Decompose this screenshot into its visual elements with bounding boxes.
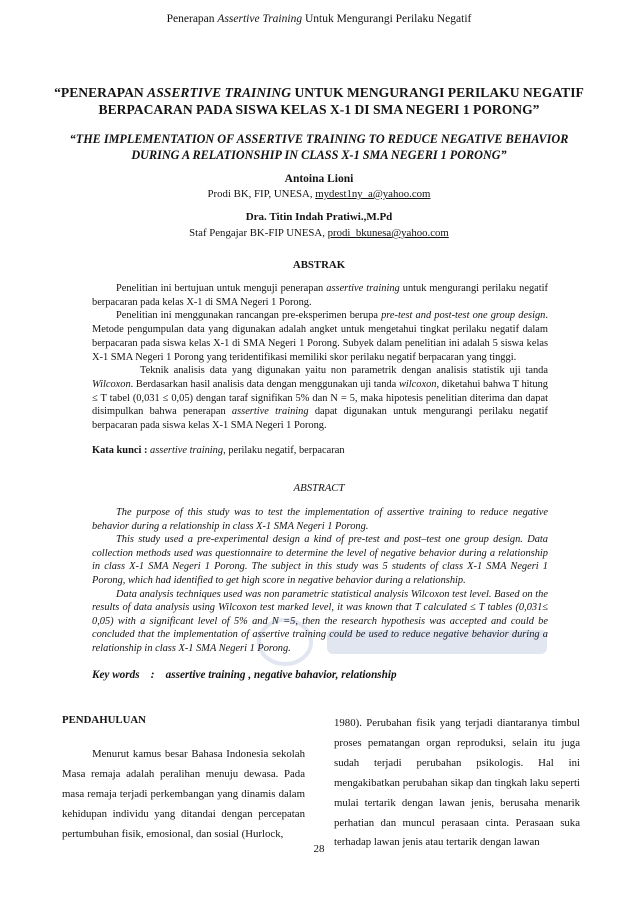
abstrak-p1-a: Penelitian ini bertujuan untuk menguji penerapan xyxy=(116,283,327,294)
running-head-italic: Assertive Training xyxy=(217,13,303,25)
abstrak-p3-b: . Berdasarkan hasil analisis data dengan menggunakan uji tanda xyxy=(130,378,399,390)
kata-kunci-label: Kata kunci : xyxy=(92,445,151,456)
paper-title xyxy=(50,84,588,118)
title-italic-part: ASSERTIVE TRAINING xyxy=(147,85,292,100)
abstrak-paragraph-3 xyxy=(92,364,548,433)
pendahuluan-heading: PENDAHULUAN xyxy=(62,714,146,726)
paper-title-english-line-1: “THE IMPLEMENTATION OF ASSERTIVE TRAINING TO REDUCE NEGATIVE BEHAVIOR xyxy=(69,132,569,146)
abstrak-p1-b: untuk mengurangi perilaku negatif berpacaran pada kelas X-1 di SMA Negeri 1 Porong. xyxy=(92,283,548,308)
paper-title-line-1 xyxy=(50,84,588,101)
abstrak-p2-italic: pre-test and post-test one group design xyxy=(381,310,546,322)
right-column xyxy=(334,714,580,853)
abstrak-p2-b: . Metode pengumpulan data yang digunakan adalah angket untuk mengetahui tingkat perilaku negatif dalam berpacaran pada siswa kelas X-1 di SMA Negeri 1 Porong. Subyek dalam penelitian ini adalah 5 siswa kelas X-1 SMA Negeri 1 Porong yang teridentifikasi memiliki skor perilaku negatif berpacaran yang tinggi. xyxy=(92,310,548,363)
paper-title-english-line-2: DURING A RELATIONSHIP IN CLASS X-1 SMA NEGERI 1 PORONG” xyxy=(131,148,507,162)
key-words xyxy=(92,669,562,681)
abstrak-p3-italic-3: assertive training xyxy=(231,406,309,418)
author-2-affiliation-text: Staf Pengajar BK-FIP UNESA, xyxy=(189,227,328,239)
abstract-body xyxy=(92,506,548,656)
abstrak-paragraph-1 xyxy=(92,282,548,309)
author-2-name xyxy=(0,211,638,223)
pendahuluan-right-text: 1980). Perubahan fisik yang terjadi diantaranya timbul proses pematangan organ reproduksi, selain itu juga sudah terjadi perubahan psikologis. Hal ini mengakibatkan perubahan sikap dan tingkah laku seperti mulai tertarik dengan lawan jenis, berusaha menarik perhatian dan muncul perasaan cinta. Perasaan suka terhadap lawan jenis atau tertarik dengan lawan xyxy=(334,717,580,849)
running-head xyxy=(0,13,638,25)
column-gap xyxy=(62,731,305,745)
abstract-paragraph-1: The purpose of this study was to test the implementation of assertive training to reduce negative behavior during a relationship in class X-1 SMA Negeri 1 Porong. xyxy=(92,507,548,532)
author-1-name-text: Antoina Lioni xyxy=(284,173,354,185)
abstrak-p3-d: dapat digunakan untuk mengurangi perilaku negatif berpacaran pada siswa kelas X-1 SMA Negeri 1 Porong. xyxy=(92,406,548,432)
kata-kunci xyxy=(92,445,562,456)
author-1-email-link[interactable]: mydest1ny_a@yahoo.com xyxy=(315,188,431,200)
author-2-affiliation xyxy=(0,227,638,239)
kata-kunci-italic: assertive training xyxy=(150,445,224,456)
running-head-suffix: Untuk Mengurangi Perilaku Negatif xyxy=(302,13,472,25)
paper-title-line-2: BERPACARAN PADA SISWA KELAS X-1 DI SMA NEGERI 1 PORONG” xyxy=(98,102,540,117)
kata-kunci-rest: , perilaku negatif, berpacaran xyxy=(223,445,345,456)
abstrak-p3-c: , diketahui bahwa T hitung ≤ T tabel (0,031 ≤ 0,05) dengan taraf signifikan 5% dan N = 5, maka hipotesis penelitian diterima dan dapat disimpulkan bahwa penerapan xyxy=(92,378,548,418)
abstrak-paragraph-2 xyxy=(92,309,548,364)
page-number: 28 xyxy=(313,843,325,855)
abstrak-p3-italic-1: Wilcoxon xyxy=(92,378,131,390)
author-1-affiliation-text: Prodi BK, FIP, UNESA, xyxy=(207,188,316,200)
abstrak-p3-italic-2: wilcoxon xyxy=(398,378,437,390)
pendahuluan-left-text: Menurut kamus besar Bahasa Indonesia sekolah Masa remaja adalah peralihan menuju dewasa. Pada masa remaja terjadi perkembangan yang dinamis dalam kehidupan individu yang ditandai dengan percepatan pertumbuhan fisik, emosional, dan sosial (Hurlock, xyxy=(62,747,305,840)
author-2-email-link[interactable]: prodi_bkunesa@yahoo.com xyxy=(327,227,449,239)
abstrak-body xyxy=(92,282,548,433)
abstrak-heading: ABSTRAK xyxy=(292,259,346,271)
left-column xyxy=(62,711,305,844)
abstract-paragraph-2: This study used a pre-experimental design a kind of pre-test and post–test one group design. Data collection methods used was questionnaire to determine the level of negative behavior during a relationship in class X-1 SMA Negeri 1 Porong. The subject in this study was 5 students of class X-1 SMA Negeri 1 Porong, which had identified to get high score in negative behavior during a relationship. xyxy=(92,534,548,586)
title-part-a: “PENERAPAN xyxy=(54,85,148,100)
paper-title-english xyxy=(50,131,588,163)
title-part-b: UNTUK MENGURANGI PERILAKU NEGATIF xyxy=(291,85,584,100)
author-1-affiliation xyxy=(0,188,638,200)
author-2-name-text: Dra. Titin Indah Pratiwi.,M.Pd xyxy=(245,211,393,223)
abstract-paragraph-3: Data analysis techniques used was non parametric statistical analysis Wilcoxon test level. Based on the results of data analysis using Wilcoxon test marked level, it was known that T calculated ≤ T tables (0,031≤ 0,05) with a significant level of 5% and N =5, then the research hypothesis was accepted and could be concluded that the implementation of assertive training could be used to reduce negative behavior during a relationship in class X-1 SMA Negeri 1 Porong. xyxy=(92,588,548,654)
author-1-name xyxy=(0,173,638,185)
key-words-value: assertive training , negative bahavior, relationship xyxy=(165,669,397,681)
abstrak-p1-italic: assertive training xyxy=(326,283,400,294)
abstrak-p3-a: Teknik analisis data yang digunakan yaitu non parametrik dengan analisis statistik uji tanda xyxy=(140,365,548,377)
running-head-prefix: Penerapan xyxy=(166,13,218,25)
abstract-heading: ABSTRACT xyxy=(293,482,345,494)
abstrak-p2-a: Penelitian ini menggunakan rancangan pre-eksperimen berupa xyxy=(116,310,382,322)
key-words-label: Key words : xyxy=(92,669,166,681)
